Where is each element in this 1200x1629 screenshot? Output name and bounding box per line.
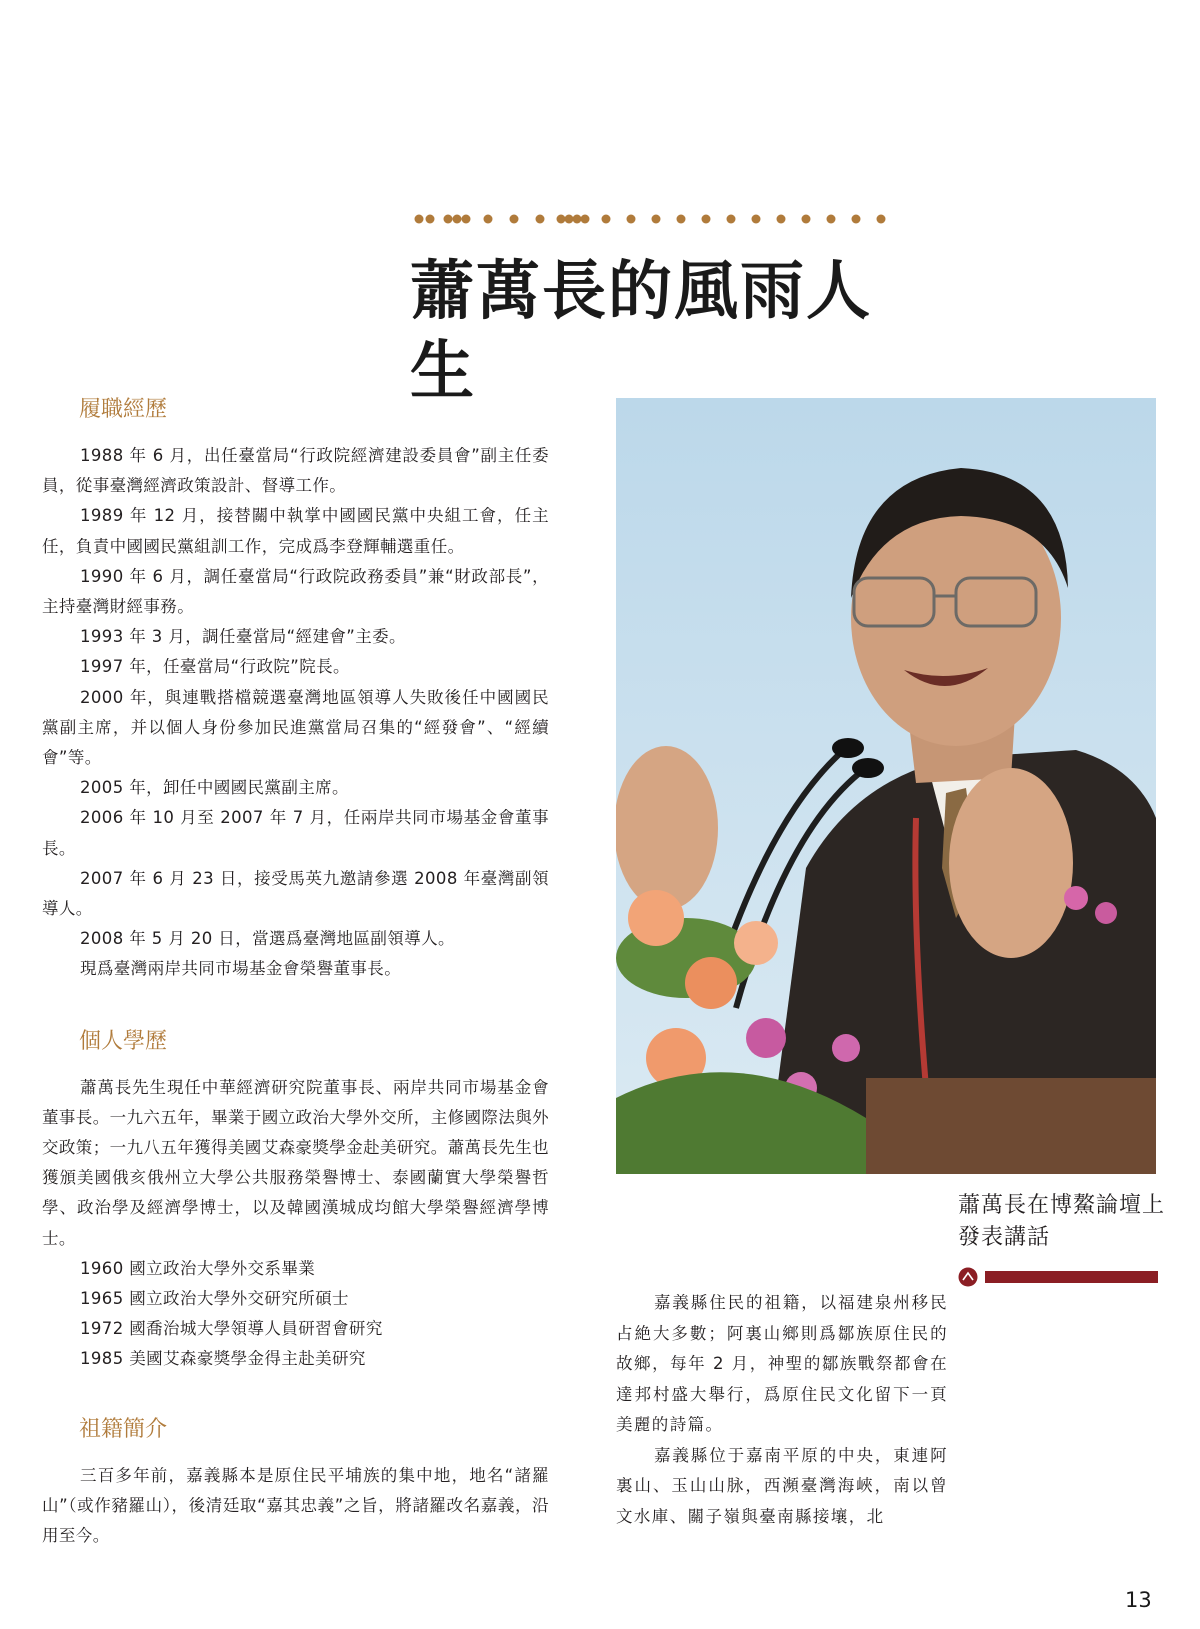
education-item: 1972 國喬治城大學領導人員研習會研究 bbox=[80, 1319, 383, 1339]
career-item: 1997 年，任臺當局“行政院”院長。 bbox=[80, 657, 350, 677]
career-item: 1993 年 3 月，調任臺當局“經建會”主委。 bbox=[80, 627, 406, 647]
career-item: 現爲臺灣兩岸共同市場基金會榮譽董事長。 bbox=[80, 959, 402, 979]
education-list bbox=[42, 1254, 549, 1375]
photo-caption: 蕭萬長在博鰲論壇上發表講話 bbox=[958, 1193, 1166, 1250]
left-column bbox=[42, 395, 549, 1551]
section-heading-education: 個人學歷 bbox=[79, 1028, 168, 1054]
speaker-photo bbox=[616, 398, 1156, 1174]
section-heading-career: 履職經歷 bbox=[79, 397, 168, 422]
career-item: 2000 年，與連戰搭檔競選臺灣地區領導人失敗後任中國國民黨副主席，并以個人身份參加民進黨當局召集的“經發會”、“經續會”等。 bbox=[42, 687, 549, 768]
origin-text: 三百多年前，嘉義縣本是原住民平埔族的集中地，地名“諸羅山”（或作豬羅山），後清廷取“嘉其忠義”之旨，將諸羅改名嘉義，沿用至今。 bbox=[42, 1465, 549, 1546]
education-item: 1960 國立政治大學外交系畢業 bbox=[80, 1258, 316, 1278]
career-item: 2007 年 6 月 23 日，接受馬英九邀請參選 2008 年臺灣副領導人。 bbox=[42, 868, 549, 919]
career-item: 1990 年 6 月，調任臺當局“行政院政務委員”兼“財政部長”，主持臺灣財經事務。 bbox=[42, 566, 549, 617]
career-item: 1988 年 6 月，出任臺當局“行政院經濟建設委員會”副主任委員，從事臺灣經濟政策設計、督導工作。 bbox=[42, 446, 549, 496]
right-paragraph: 嘉義縣住民的祖籍，以福建泉州移民占絶大多數；阿裏山鄉則爲鄒族原住民的故鄉，每年 2 月，神聖的鄒族戰祭都會在達邦村盛大舉行，爲原住民文化留下一頁美麗的詩篇。 bbox=[616, 1293, 948, 1434]
education-intro: 蕭萬長先生現任中華經濟研究院董事長、兩岸共同市場基金會董事長。一九六五年，畢業于國立政治大學外交所，主修國際法與外交政策；一九八五年獲得美國艾森豪獎學金赴美研究。蕭萬長先生也獲頒美國俄亥俄州立大學公共服務榮譽博士、泰國蘭實大學榮譽哲學、政治學及經濟學博士，以及韓國漢城成均館大學榮譽經濟學博士。 bbox=[42, 1077, 549, 1248]
right-column bbox=[616, 1288, 948, 1532]
career-list bbox=[42, 441, 549, 985]
page-number: 13 bbox=[1125, 1588, 1152, 1612]
right-paragraph: 嘉義縣位于嘉南平原的中央，東連阿裏山、玉山山脉，西瀕臺灣海峽，南以曾文水庫、關子嶺與臺南縣接壤，北 bbox=[616, 1445, 948, 1526]
section-heading-origin: 祖籍簡介 bbox=[79, 1416, 168, 1442]
career-item: 2008 年 5 月 20 日，當選爲臺灣地區副領導人。 bbox=[80, 929, 455, 949]
career-item: 2005 年，卸任中國國民黨副主席。 bbox=[80, 778, 349, 798]
decorative-dot-row bbox=[413, 212, 913, 226]
career-item: 2006 年 10 月至 2007 年 7 月，任兩岸共同市場基金會董事長。 bbox=[42, 808, 549, 858]
caption-accent-bar bbox=[958, 1266, 1158, 1288]
education-item: 1985 美國艾森豪獎學金得主赴美研究 bbox=[80, 1349, 366, 1369]
education-item: 1965 國立政治大學外交研究所碩士 bbox=[80, 1289, 349, 1309]
article-title: 蕭萬長的風雨人生 bbox=[410, 255, 872, 409]
career-item: 1989 年 12 月，接替關中執掌中國國民黨中央組工會，任主任，負責中國國民黨組訓工作，完成爲李登輝輔選重任。 bbox=[42, 506, 549, 556]
